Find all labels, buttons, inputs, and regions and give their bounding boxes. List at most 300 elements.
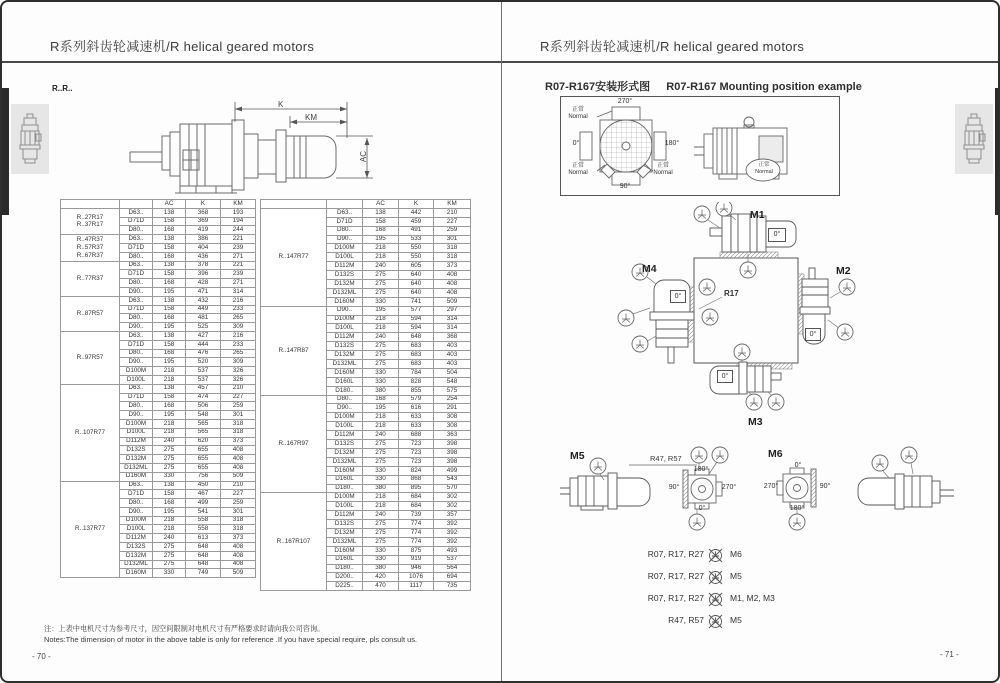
dim-value-cell: 240 [363, 333, 399, 342]
dim-value-cell: 550 [399, 253, 434, 262]
motor-frame-cell: D100M [120, 367, 153, 376]
legend-mounting-2: M1, M2, M3 [730, 593, 775, 603]
motor-frame-cell: D63.. [120, 235, 153, 244]
dim-value-cell: 218 [153, 516, 186, 525]
dim-value-cell: 373 [434, 262, 471, 271]
dim-value-cell: 275 [363, 351, 399, 360]
dim-value-cell: 195 [153, 411, 186, 420]
col-header-ac: AC [153, 200, 186, 209]
dim-value-cell: 537 [186, 375, 221, 384]
model-group-label: R..107R77 [61, 384, 120, 481]
dim-value-cell: 509 [434, 297, 471, 306]
dim-value-cell: 655 [186, 455, 221, 464]
dim-value-cell: 227 [434, 217, 471, 226]
dim-value-cell: 138 [153, 208, 186, 217]
dim-value-cell: 240 [363, 262, 399, 271]
dim-value-cell: 240 [363, 431, 399, 440]
dim-value-cell: 275 [153, 543, 186, 552]
dim-value-cell: 158 [153, 490, 186, 499]
dim-value-cell: 218 [363, 253, 399, 262]
motor-frame-cell: D80.. [120, 499, 153, 508]
dim-value-cell: 301 [434, 235, 471, 244]
motor-frame-cell: D100M [327, 315, 363, 324]
dim-value-cell: 275 [363, 448, 399, 457]
motor-frame-cell: D100L [327, 324, 363, 333]
dim-value-cell: 741 [399, 297, 434, 306]
dim-value-cell: 504 [434, 368, 471, 377]
motor-frame-cell: D100L [327, 253, 363, 262]
dim-value-cell: 605 [399, 262, 434, 271]
dim-value-cell: 302 [434, 493, 471, 502]
dim-value-cell: 564 [434, 564, 471, 573]
motor-frame-cell: D160M [327, 297, 363, 306]
page-number-left: - 70 - [32, 652, 51, 661]
dim-value-cell: 233 [221, 340, 256, 349]
col-header-km: KM [221, 200, 256, 209]
motor-frame-cell: D160M [327, 368, 363, 377]
motor-frame-cell: D132ML [327, 360, 363, 369]
dim-value-cell: 318 [221, 419, 256, 428]
motor-frame-cell: D132S [327, 520, 363, 529]
dim-value-cell: 444 [186, 340, 221, 349]
note-english: Notes:The dimension of motor in the above table is only for reference .If you have special require, pls consult us. [44, 635, 418, 644]
motor-frame-cell: D160L [327, 377, 363, 386]
dim-value-cell: 548 [186, 411, 221, 420]
dim-value-cell: 386 [186, 235, 221, 244]
dim-value-cell: 271 [221, 279, 256, 288]
motor-frame-cell: D132M [120, 551, 153, 560]
model-group-label: R..167R97 [261, 395, 327, 493]
motor-frame-cell: D71D [120, 217, 153, 226]
m3-zero-degree-box: 0° [717, 370, 733, 383]
page-number-right: - 71 - [940, 650, 959, 659]
page-right-header: R系列斜齿轮减速机/R helical geared motors [540, 39, 805, 54]
m2-position-label: M2 [836, 265, 851, 277]
dim-value-cell: 537 [434, 555, 471, 564]
dim-value-cell: 275 [153, 455, 186, 464]
table-row [61, 235, 256, 244]
dim-value-cell: 218 [153, 367, 186, 376]
dim-value-cell: 541 [186, 507, 221, 516]
m1-position-label: M1 [750, 209, 765, 221]
legend-models-0: R07, R17, R27 [647, 549, 704, 559]
m5-angle-left: 90° [668, 484, 680, 491]
dim-value-cell: 301 [221, 507, 256, 516]
dim-value-cell: 218 [363, 244, 399, 253]
mounting-title-cn: R07-R167安装形式图 [545, 81, 651, 93]
motor-frame-cell: D71D [120, 490, 153, 499]
dim-value-cell: 648 [186, 543, 221, 552]
note-chinese: 注：上表中电机尺寸为参考尺寸，因空间限制对电机尺寸有严格要求时请向我公司咨询。 [44, 624, 325, 633]
dim-value-cell: 1117 [399, 582, 434, 591]
dim-value-cell: 499 [186, 499, 221, 508]
dim-value-cell: 558 [186, 525, 221, 534]
model-group-label: R..27R17 R..37R17 [61, 208, 120, 234]
dim-value-cell: 168 [153, 226, 186, 235]
motor-frame-cell: D160L [327, 555, 363, 564]
dimension-label-ac: AC [359, 150, 369, 163]
dim-value-cell: 683 [399, 342, 434, 351]
dim-value-cell: 330 [363, 546, 399, 555]
dim-value-cell: 436 [186, 252, 221, 261]
motor-frame-cell: D160M [327, 546, 363, 555]
dim-value-cell: 420 [363, 573, 399, 582]
dim-value-cell: 218 [363, 315, 399, 324]
dim-value-cell: 398 [434, 448, 471, 457]
motor-frame-cell: D112M [327, 511, 363, 520]
dim-value-cell: 218 [153, 419, 186, 428]
dim-value-cell: 210 [221, 481, 256, 490]
dim-value-cell: 259 [221, 499, 256, 508]
dim-value-cell: 275 [153, 446, 186, 455]
dim-value-cell: 265 [221, 349, 256, 358]
dim-value-cell: 828 [399, 377, 434, 386]
dim-value-cell: 481 [186, 314, 221, 323]
m5-angle-right: 270° [721, 484, 737, 491]
motor-frame-cell: D90.. [120, 507, 153, 516]
dim-value-cell: 314 [434, 315, 471, 324]
col-header-km: KM [434, 200, 471, 209]
motor-frame-cell: D71D [120, 340, 153, 349]
dim-value-cell: 227 [221, 490, 256, 499]
normal-position-diagram [561, 97, 839, 195]
motor-frame-cell: D132M [120, 455, 153, 464]
dim-value-cell: 457 [186, 384, 221, 393]
motor-frame-cell: D63.. [120, 208, 153, 217]
dim-value-cell: 297 [434, 306, 471, 315]
motor-frame-cell: D180.. [327, 484, 363, 493]
motor-frame-cell: D160M [327, 466, 363, 475]
dim-value-cell: 259 [221, 402, 256, 411]
dim-value-cell: 558 [186, 516, 221, 525]
dim-value-cell: 369 [186, 217, 221, 226]
table-header-row [261, 200, 471, 209]
motor-frame-cell: D160M [120, 472, 153, 481]
m4-zero-degree-box: 0° [670, 290, 686, 303]
dim-value-cell: 442 [399, 208, 434, 217]
dim-value-cell: 271 [221, 252, 256, 261]
legend-mounting-0: M6 [730, 549, 742, 559]
dim-value-cell: 594 [399, 315, 434, 324]
dim-value-cell: 218 [363, 502, 399, 511]
motor-frame-cell: D63.. [120, 261, 153, 270]
m5-m6-diagram [557, 442, 967, 547]
motor-frame-cell: D100M [327, 413, 363, 422]
dim-value-cell: 275 [363, 520, 399, 529]
legend-models-3: R47, R57 [668, 615, 704, 625]
dim-value-cell: 138 [363, 208, 399, 217]
page-divider [501, 2, 502, 683]
motor-frame-cell: D132M [327, 448, 363, 457]
dim-value-cell: 244 [221, 226, 256, 235]
crossed-plug-icon [707, 591, 724, 608]
model-group-label: R..147R87 [261, 306, 327, 395]
dim-value-cell: 308 [434, 413, 471, 422]
dim-value-cell: 218 [153, 525, 186, 534]
legend-mounting-3: M5 [730, 615, 742, 625]
dim-value-cell: 195 [363, 306, 399, 315]
motor-frame-cell: D225.. [327, 582, 363, 591]
dim-value-cell: 240 [153, 534, 186, 543]
dim-value-cell: 308 [434, 422, 471, 431]
mounting-title-en: R07-R167 Mounting position example [666, 81, 862, 93]
dim-value-cell: 570 [434, 484, 471, 493]
m6-position-label: M6 [768, 448, 783, 460]
motor-frame-cell: D112M [327, 431, 363, 440]
motor-frame-cell: D80.. [120, 252, 153, 261]
dim-value-cell: 275 [363, 271, 399, 280]
right-margin-box [955, 104, 993, 174]
dim-value-cell: 158 [153, 270, 186, 279]
table-row [261, 208, 471, 217]
dim-value-cell: 373 [221, 534, 256, 543]
dim-value-cell: 398 [434, 457, 471, 466]
dim-value-cell: 168 [153, 499, 186, 508]
dim-value-cell: 168 [153, 314, 186, 323]
dim-value-cell: 195 [153, 287, 186, 296]
motor-frame-cell: D71D [120, 393, 153, 402]
dim-value-cell: 688 [399, 431, 434, 440]
dim-value-cell: 194 [221, 217, 256, 226]
motor-frame-cell: D80.. [120, 402, 153, 411]
motor-frame-cell: D132S [120, 543, 153, 552]
table-row [261, 306, 471, 315]
dim-value-cell: 449 [186, 305, 221, 314]
motor-frame-cell: D132S [327, 271, 363, 280]
dim-value-cell: 314 [221, 287, 256, 296]
model-group-label: R..87R57 [61, 296, 120, 331]
left-margin-box [11, 104, 49, 174]
motor-frame-cell: D112M [327, 333, 363, 342]
overview-angle-left: 0° [572, 140, 580, 147]
dim-value-cell: 579 [399, 395, 434, 404]
normal-label-top-left: 正常 Normal [568, 107, 588, 121]
dim-value-cell: 380 [363, 386, 399, 395]
dim-value-cell: 275 [153, 463, 186, 472]
table-row [261, 395, 471, 404]
motor-frame-cell: D112M [327, 262, 363, 271]
page-left-header: R系列斜齿轮减速机/R helical geared motors [50, 39, 315, 54]
dim-value-cell: 380 [363, 484, 399, 493]
vertical-gearmotor-icon [961, 112, 987, 166]
motor-header-cell [120, 200, 153, 209]
dim-value-cell: 138 [153, 331, 186, 340]
motor-frame-cell: D132M [327, 528, 363, 537]
motor-frame-cell: D160L [327, 475, 363, 484]
motor-frame-cell: D100M [120, 516, 153, 525]
dim-value-cell: 450 [186, 481, 221, 490]
dim-value-cell: 694 [434, 573, 471, 582]
motor-frame-cell: D90.. [327, 306, 363, 315]
dim-value-cell: 158 [153, 305, 186, 314]
series-code-label: R..R.. [52, 84, 73, 93]
table-row [261, 493, 471, 502]
dim-value-cell: 259 [434, 226, 471, 235]
dim-value-cell: 380 [363, 564, 399, 573]
dim-value-cell: 195 [153, 507, 186, 516]
dim-value-cell: 756 [186, 472, 221, 481]
dim-value-cell: 233 [221, 305, 256, 314]
model-group-label: R..47R37 R..57R37 R..67R37 [61, 235, 120, 261]
dim-value-cell: 218 [153, 375, 186, 384]
dim-value-cell: 403 [434, 351, 471, 360]
dim-value-cell: 548 [434, 377, 471, 386]
dim-value-cell: 408 [221, 446, 256, 455]
motor-frame-cell: D71D [120, 305, 153, 314]
model-group-label: R..167R107 [261, 493, 327, 591]
dim-value-cell: 330 [153, 472, 186, 481]
dim-value-cell: 620 [186, 437, 221, 446]
vertical-gearmotor-icon [17, 112, 43, 166]
motor-frame-cell: D132S [327, 342, 363, 351]
dim-value-cell: 218 [363, 324, 399, 333]
dim-value-cell: 216 [221, 331, 256, 340]
dim-value-cell: 392 [434, 520, 471, 529]
model-group-label: R..137R77 [61, 481, 120, 578]
dim-value-cell: 218 [363, 413, 399, 422]
dim-value-cell: 330 [153, 569, 186, 578]
motor-frame-cell: D90.. [327, 404, 363, 413]
dim-value-cell: 467 [186, 490, 221, 499]
dim-value-cell: 227 [221, 393, 256, 402]
left-edge-tab [2, 88, 9, 215]
table-row [61, 208, 256, 217]
dim-value-cell: 330 [363, 475, 399, 484]
dim-value-cell: 357 [434, 511, 471, 520]
dim-value-cell: 195 [153, 323, 186, 332]
dim-value-cell: 330 [363, 466, 399, 475]
motor-frame-cell: D90.. [120, 287, 153, 296]
dim-value-cell: 168 [153, 252, 186, 261]
motor-frame-cell: D180.. [327, 564, 363, 573]
dim-value-cell: 683 [399, 360, 434, 369]
motor-frame-cell: D132ML [327, 537, 363, 546]
mounting-cluster-diagram [602, 202, 902, 447]
m5-angle-bottom: 0° [698, 505, 706, 512]
dim-value-cell: 221 [221, 235, 256, 244]
dim-value-cell: 509 [221, 569, 256, 578]
dim-value-cell: 684 [399, 502, 434, 511]
dim-value-cell: 398 [434, 440, 471, 449]
dim-value-cell: 577 [399, 306, 434, 315]
dim-value-cell: 318 [221, 428, 256, 437]
dim-value-cell: 493 [434, 546, 471, 555]
motor-frame-cell: D132ML [327, 457, 363, 466]
m6-gearmotor-side [858, 474, 954, 509]
dim-value-cell: 565 [186, 419, 221, 428]
legend-models-1: R07, R17, R27 [647, 571, 704, 581]
dim-value-cell: 210 [434, 208, 471, 217]
r17-label: R17 [724, 289, 739, 298]
dim-value-cell: 774 [399, 537, 434, 546]
dim-value-cell: 648 [186, 551, 221, 560]
dim-value-cell: 138 [153, 296, 186, 305]
motor-frame-cell: D63.. [327, 208, 363, 217]
motor-header-cell [327, 200, 363, 209]
dim-value-cell: 471 [186, 287, 221, 296]
dimension-table-right [260, 199, 471, 591]
motor-frame-cell: D112M [120, 437, 153, 446]
table-row [61, 384, 256, 393]
dim-value-cell: 330 [363, 377, 399, 386]
motor-frame-cell: D100M [120, 419, 153, 428]
dim-value-cell: 919 [399, 555, 434, 564]
dim-value-cell: 318 [221, 516, 256, 525]
legend-models-2: R07, R17, R27 [647, 593, 704, 603]
dim-value-cell: 476 [186, 349, 221, 358]
motor-frame-cell: D80.. [120, 279, 153, 288]
dim-value-cell: 392 [434, 528, 471, 537]
motor-frame-cell: D132S [327, 440, 363, 449]
dim-value-cell: 275 [363, 440, 399, 449]
dim-value-cell: 520 [186, 358, 221, 367]
dim-value-cell: 470 [363, 582, 399, 591]
dim-value-cell: 537 [186, 367, 221, 376]
normal-label-bottom-right: 正常 Normal [653, 163, 673, 177]
m5-position-label: M5 [570, 450, 585, 462]
crossed-plug-icon [707, 613, 724, 630]
dim-value-cell: 640 [399, 288, 434, 297]
dim-value-cell: 265 [221, 314, 256, 323]
dim-value-cell: 158 [153, 217, 186, 226]
group-header-cell [61, 200, 120, 209]
dim-value-cell: 168 [153, 349, 186, 358]
dim-value-cell: 275 [363, 288, 399, 297]
model-group-label: R..147R77 [261, 208, 327, 306]
dim-value-cell: 404 [186, 243, 221, 252]
motor-frame-cell: D100L [120, 375, 153, 384]
dim-value-cell: 403 [434, 360, 471, 369]
dim-value-cell: 1076 [399, 573, 434, 582]
dim-value-cell: 723 [399, 457, 434, 466]
table-row [61, 481, 256, 490]
dim-value-cell: 474 [186, 393, 221, 402]
dim-value-cell: 275 [363, 342, 399, 351]
dim-value-cell: 368 [186, 208, 221, 217]
dim-value-cell: 239 [221, 243, 256, 252]
motor-frame-cell: D132M [327, 351, 363, 360]
dim-value-cell: 275 [363, 528, 399, 537]
motor-frame-cell: D80.. [327, 226, 363, 235]
dim-value-cell: 138 [153, 481, 186, 490]
model-group-label: R..97R57 [61, 331, 120, 384]
motor-frame-cell: D63.. [120, 296, 153, 305]
dim-value-cell: 895 [399, 484, 434, 493]
dim-value-cell: 193 [221, 208, 256, 217]
dim-value-cell: 613 [186, 534, 221, 543]
m5-angle-top: 180° [693, 466, 709, 473]
motor-frame-cell: D80.. [120, 349, 153, 358]
motor-frame-cell: D80.. [120, 314, 153, 323]
dim-value-cell: 655 [186, 463, 221, 472]
table-row [61, 296, 256, 305]
m6-angle-top: 0° [794, 462, 802, 469]
dim-value-cell: 723 [399, 440, 434, 449]
motor-frame-cell: D132S [120, 446, 153, 455]
dim-value-cell: 739 [399, 511, 434, 520]
motor-frame-cell: D100L [327, 502, 363, 511]
dim-value-cell: 330 [363, 555, 399, 564]
m5-gearmotor-side [560, 473, 650, 510]
dim-value-cell: 318 [434, 244, 471, 253]
dim-value-cell: 221 [221, 261, 256, 270]
dim-value-cell: 158 [153, 340, 186, 349]
dim-value-cell: 403 [434, 342, 471, 351]
dim-value-cell: 275 [363, 457, 399, 466]
motor-frame-cell: D200.. [327, 573, 363, 582]
dim-value-cell: 633 [399, 422, 434, 431]
m6-angle-bottom: 180° [789, 505, 805, 512]
